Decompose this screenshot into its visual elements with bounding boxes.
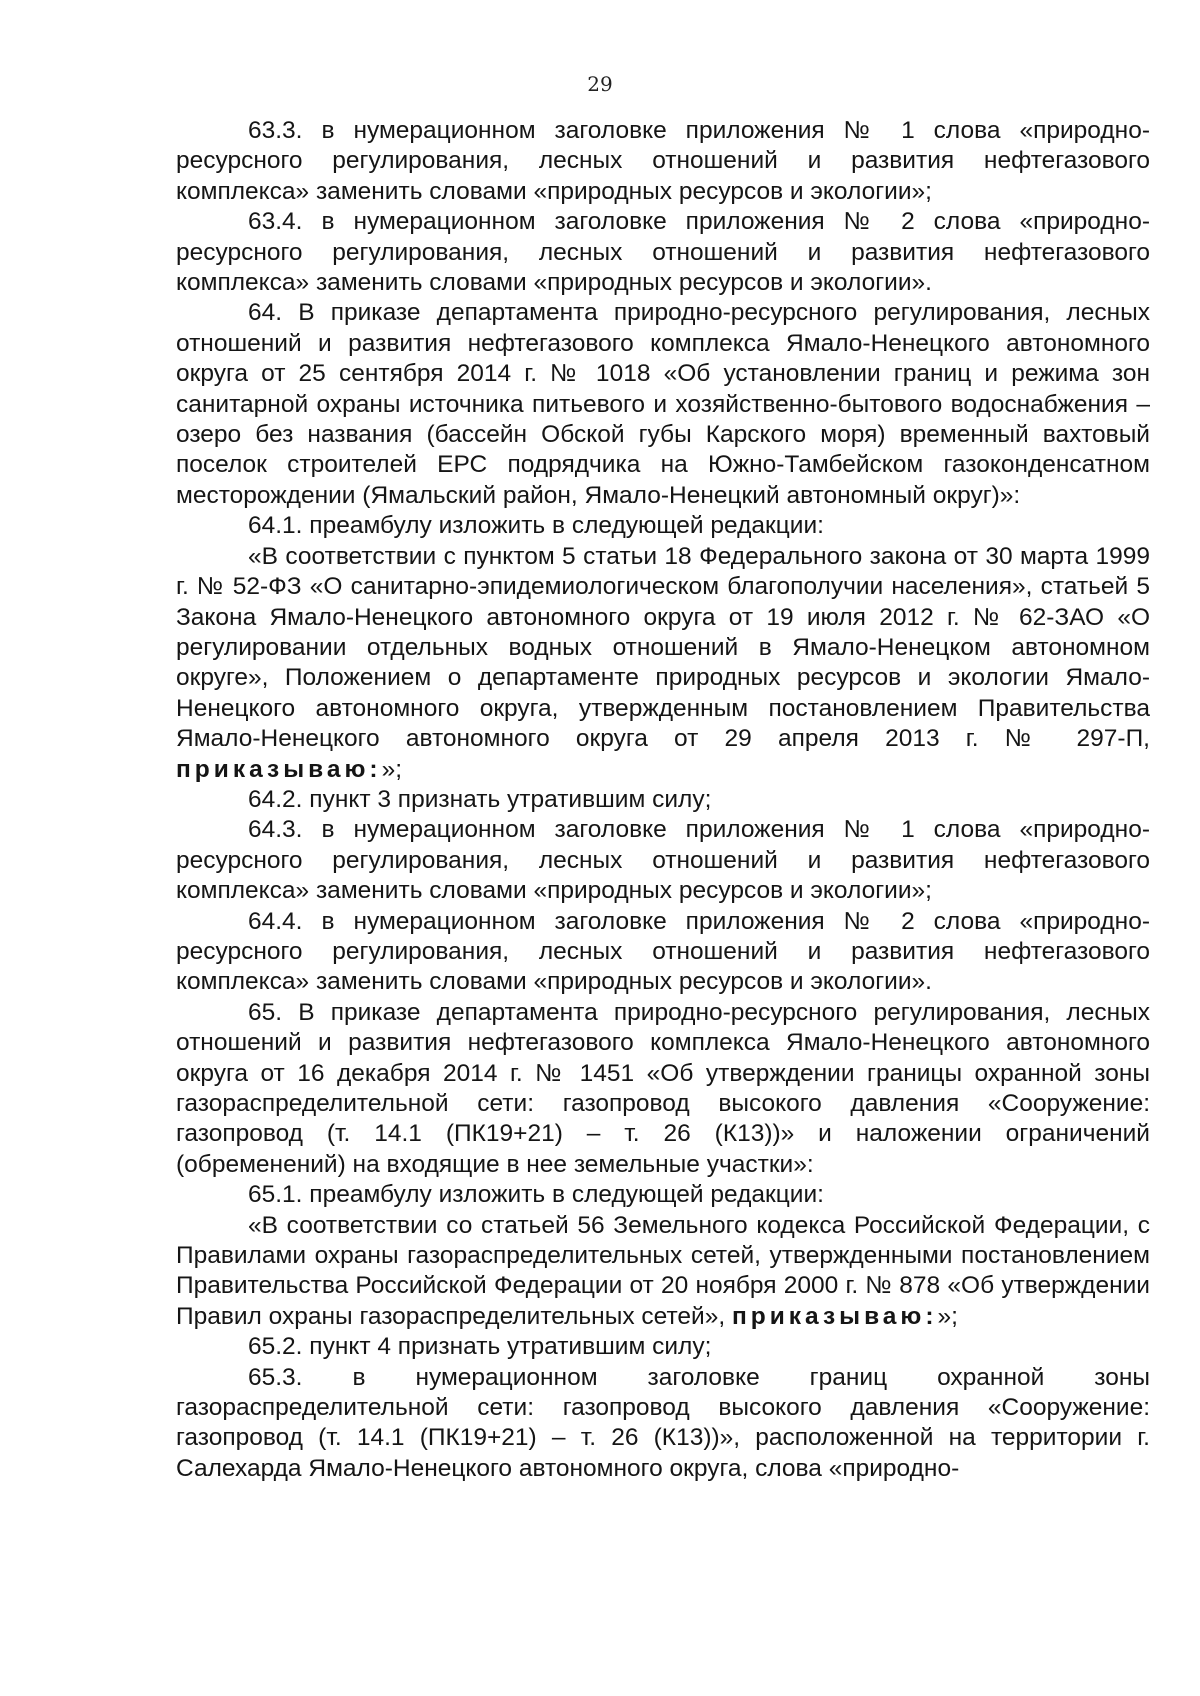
paragraph-65-2: 65.2. пункт 4 признать утратившим силу; (248, 1333, 712, 1361)
paragraph-63-3: 63.3. в нумерационном заголовке приложения № 1 слова «природно-ресурсного регулирования, лесных отношений и развития нефтегазового комплекса» заменить словами «природных ресурсов и экологии»; (176, 117, 1150, 205)
paragraph-65-3: 65.3. в нумерационном заголовке границ охранной зоны газораспределительной сети: газопровод высокого давления «Сооружение: газопровод (т. 14.1 (ПК19+21) – т. 26 (К13))», расположенной на территории г. Салехарда Ямало-Ненецкого автономного округа, слова «природно- (176, 1363, 1150, 1482)
paragraph-64-4: 64.4. в нумерационном заголовке приложения № 2 слова «природно-ресурсного регулирования, лесных отношений и развития нефтегазового комплекса» заменить словами «природных ресурсов и экологии». (176, 907, 1150, 996)
order-word: приказываю: (176, 755, 382, 783)
paragraph-63-4: 63.4. в нумерационном заголовке приложения № 2 слова «природно-ресурсного регулирования, лесных отношений и развития нефтегазового комплекса» заменить словами «природных ресурсов и экологии». (176, 208, 1150, 297)
paragraph-64-1-preamble (176, 542, 1150, 785)
order-word: приказываю: (731, 1302, 938, 1330)
preamble-end: »; (381, 755, 402, 783)
page-number: 29 (587, 72, 613, 96)
paragraph-65-1: 65.1. преамбулу изложить в следующей редакции: (248, 1181, 824, 1209)
paragraph-64-2: 64.2. пункт 3 признать утратившим силу; (248, 785, 712, 813)
paragraph-64-1: 64.1. преамбулу изложить в следующей редакции: (248, 512, 824, 540)
paragraph-64: 64. В приказе департамента природно-ресурсного регулирования, лесных отношений и развития нефтегазового комплекса Ямало-Ненецкого автономного округа от 25 сентября 2014 г. № 1018 «Об установлении границ и режима зон санитарной охраны источника питьевого и хозяйственно-бытового водоснабжения – озеро без названия (бассейн Обской губы Карского моря) временный вахтовый поселок строителей ЕРС подрядчика на Южно-Тамбейском газоконденсатном месторождении (Ямальский район, Ямало-Ненецкий автономный округ)»: (176, 299, 1150, 509)
document-body (176, 116, 1150, 1484)
paragraph-64-3: 64.3. в нумерационном заголовке приложения № 1 слова «природно-ресурсного регулирования, лесных отношений и развития нефтегазового комплекса» заменить словами «природных ресурсов и экологии»; (176, 816, 1150, 905)
preamble-text: «В соответствии с пунктом 5 статьи 18 Федерального закона от 30 марта 1999 г. № 52-ФЗ «О санитарно-эпидемиологическом благополучии населения», статьей 5 Закона Ямало-Ненецкого автономного округа от 19 июля 2012 г. № 62-ЗАО «О регулировании отдельных водных отношений в Ямало-Ненецком автономном округе», Положением о департаменте природных ресурсов и экологии Ямало-Ненецкого автономного округа, утвержденным постановлением Правительства Ямало-Ненецкого автономного округа от 29 апреля 2013 г. № 297-П, (176, 542, 1150, 753)
preamble-end: »; (937, 1302, 958, 1330)
preamble-text: «В соответствии со статьей 56 Земельного кодекса Российской Федерации, с Правилами охраны газораспределительных сетей, утвержденными постановлением Правительства Российской Федерации от 20 ноября 2000 г. № 878 «Об утверждении Правил охраны газораспределительных сетей», (176, 1211, 1150, 1330)
paragraph-65: 65. В приказе департамента природно-ресурсного регулирования, лесных отношений и развития нефтегазового комплекса Ямало-Ненецкого автономного округа от 16 декабря 2014 г. № 1451 «Об утверждении границы охранной зоны газораспределительной сети: газопровод высокого давления «Сооружение: газопровод (т. 14.1 (ПК19+21) – т. 26 (К13))» и наложении ограничений (обременений) на входящие в нее земельные участки»: (176, 998, 1150, 1178)
paragraph-65-1-preamble (176, 1211, 1150, 1333)
